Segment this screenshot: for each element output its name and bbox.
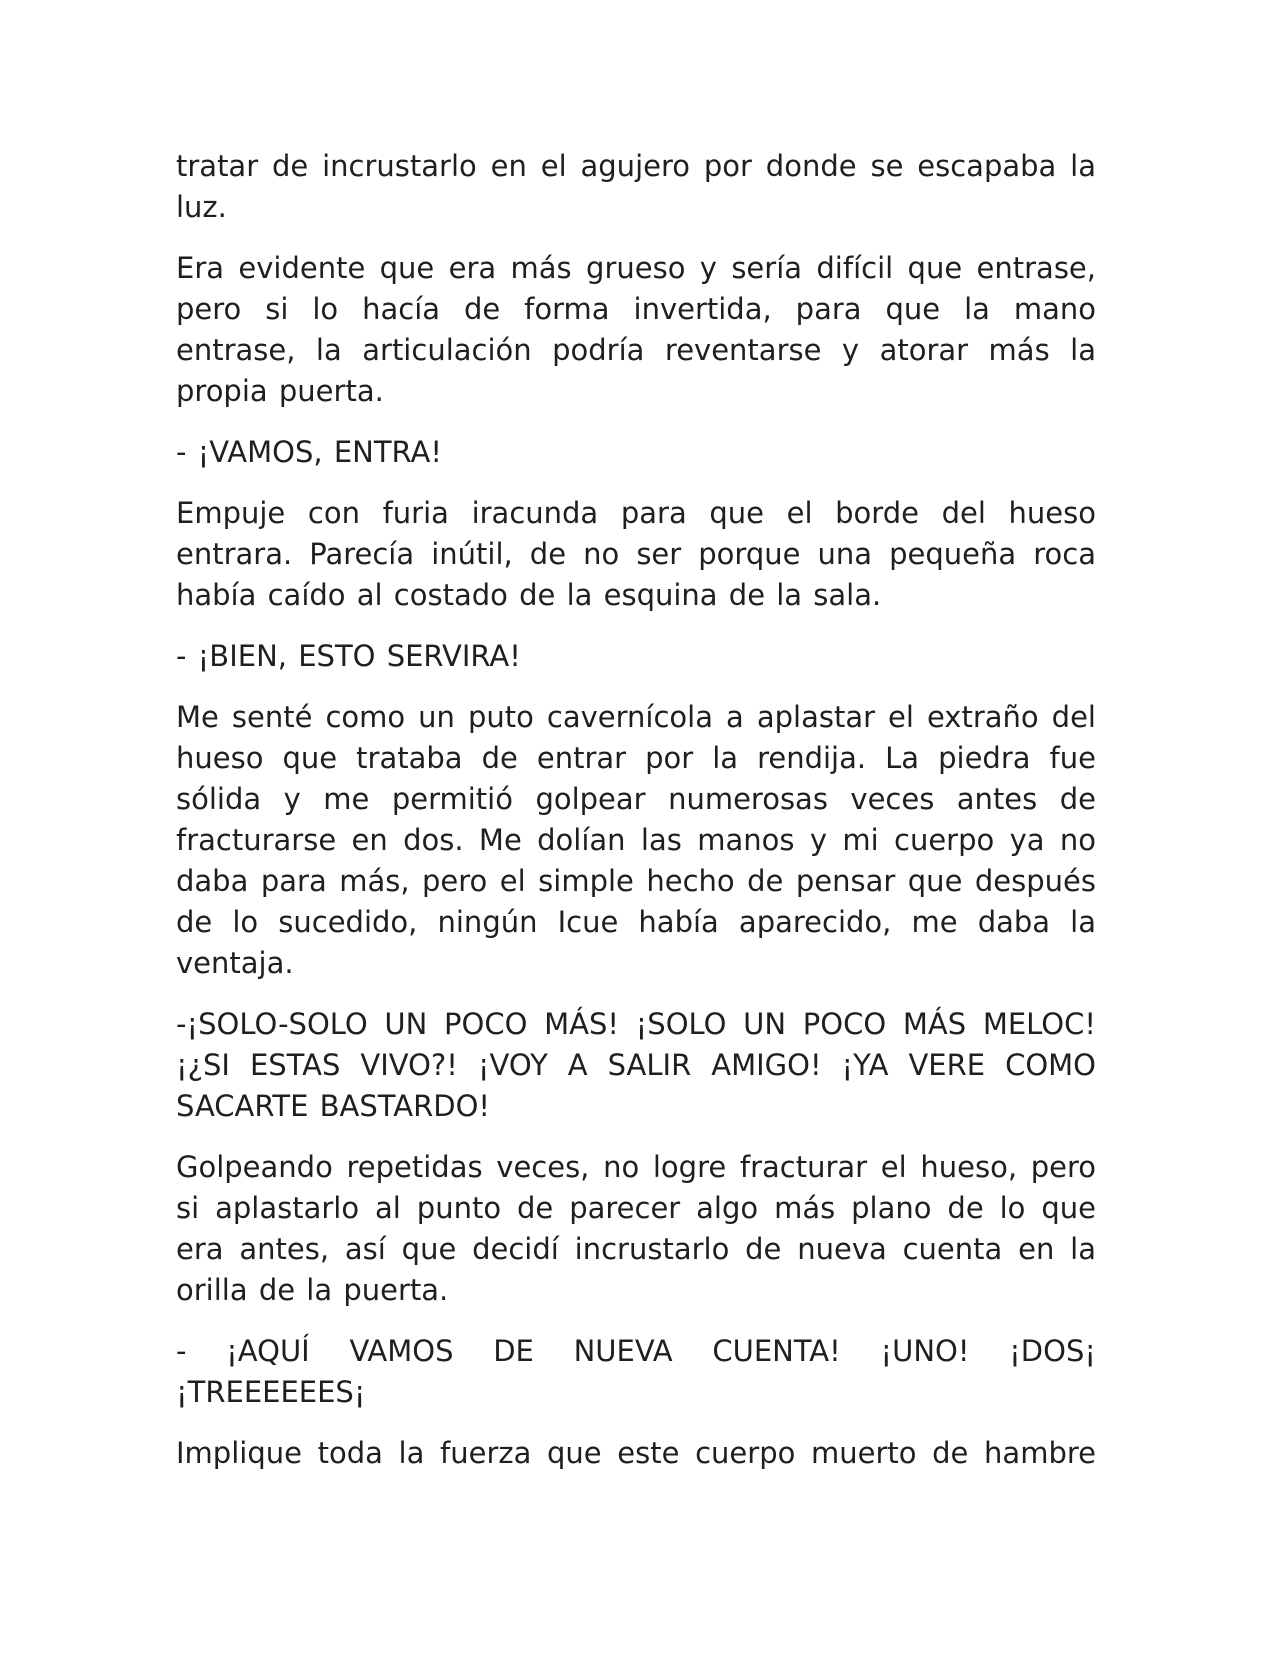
paragraph-3: Empuje con furia iracunda para que el borde del hueso entrara. Parecía inútil, de no ser porque una pequeña roca había caído al costado de la esquina de la sala. [176,496,1096,612]
paragraph-4: Me senté como un puto cavernícola a aplastar el extraño del hueso que trataba de entrar por la rendija. La piedra fue sólida y me permitió golpear numerosas veces antes de fracturarse en dos. Me dolían las manos y mi cuerpo ya no daba para más, pero el simple hecho de pensar que después de lo sucedido, ningún Icue había aparecido, me daba la ventaja. [176,700,1096,980]
dialogue-line-2: - ¡BIEN, ESTO SERVIRA! [176,639,521,673]
paragraph-1: tratar de incrustarlo en el agujero por donde se escapaba la luz. [176,149,1096,224]
paragraph-2: Era evidente que era más grueso y sería difícil que entrase, pero si lo hacía de forma invertida, para que la mano entrase, la articulación podría reventarse y atorar más la propia puerta. [176,251,1096,408]
paragraph-6: Implique toda la fuerza que este cuerpo muerto de hambre [176,1436,1096,1470]
dialogue-line-1: - ¡VAMOS, ENTRA! [176,435,442,469]
dialogue-line-3: -¡SOLO-SOLO UN POCO MÁS! ¡SOLO UN POCO MÁS MELOC! ¡¿SI ESTAS VIVO?! ¡VOY A SALIR AMIGO! ¡YA VERE COMO SACARTE BASTARDO! [176,1007,1096,1123]
document-page [176,146,1096,1474]
dialogue-line-4: - ¡AQUÍ VAMOS DE NUEVA CUENTA! ¡UNO! ¡DOS¡ ¡TREEEEEES¡ [176,1334,1096,1409]
paragraph-5: Golpeando repetidas veces, no logre fracturar el hueso, pero si aplastarlo al punto de parecer algo más plano de lo que era antes, así que decidí incrustarlo de nueva cuenta en la orilla de la puerta. [176,1150,1096,1307]
